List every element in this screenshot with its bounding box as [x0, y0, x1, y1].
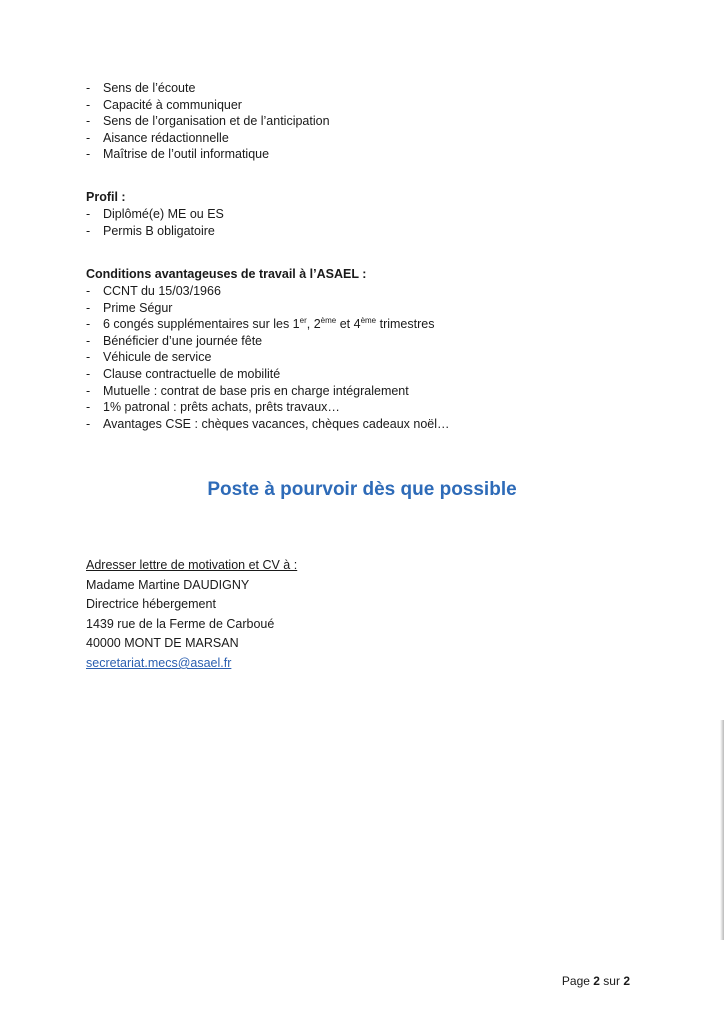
list-item-conges: - 6 congés supplémentaires sur les 1er, 2ème et 4ème trimestres: [86, 316, 450, 333]
list-item: - 1% patronal : prêts achats, prêts travaux…: [86, 399, 450, 416]
address-label: Adresser lettre de motivation et CV à :: [86, 558, 298, 572]
list-item: - Aisance rédactionnelle: [86, 130, 330, 147]
list-item: - Permis B obligatoire: [86, 223, 224, 240]
list-item: - Sens de l’écoute: [86, 80, 330, 97]
list-item: - Mutuelle : contrat de base pris en charge intégralement: [86, 383, 450, 400]
email-link[interactable]: secretariat.mecs@asael.fr: [86, 655, 232, 670]
skills-list: [86, 80, 330, 163]
street-address: 1439 rue de la Ferme de Carboué: [86, 616, 275, 631]
conditions-heading: Conditions avantageuses de travail à l’ASAEL :: [86, 267, 367, 281]
page-number: Page 2 sur 2: [561, 974, 630, 988]
contact-address: [86, 556, 297, 674]
profil-list: [86, 206, 224, 239]
list-item: - Maîtrise de l’outil informatique: [86, 146, 330, 163]
list-item: - Sens de l’organisation et de l’anticipation: [86, 113, 330, 130]
list-item: - Capacité à communiquer: [86, 97, 330, 114]
list-item: - Prime Ségur: [86, 300, 450, 317]
list-item: - Diplômé(e) ME ou ES: [86, 206, 224, 223]
conditions-list: [86, 283, 450, 432]
list-item: - CCNT du 15/03/1966: [86, 283, 450, 300]
list-item: - Véhicule de service: [86, 349, 450, 366]
profil-heading: Profil :: [86, 190, 126, 204]
contact-name: Madame Martine DAUDIGNY: [86, 577, 250, 592]
contact-role: Directrice hébergement: [86, 597, 216, 612]
list-item: - Clause contractuelle de mobilité: [86, 366, 450, 383]
list-item: - Avantages CSE : chèques vacances, chèques cadeaux noël…: [86, 416, 450, 433]
scan-edge-shadow: [720, 720, 724, 940]
list-item: - Bénéficier d’une journée fête: [86, 333, 450, 350]
city: 40000 MONT DE MARSAN: [86, 636, 239, 651]
headline: Poste à pourvoir dès que possible: [207, 479, 517, 500]
